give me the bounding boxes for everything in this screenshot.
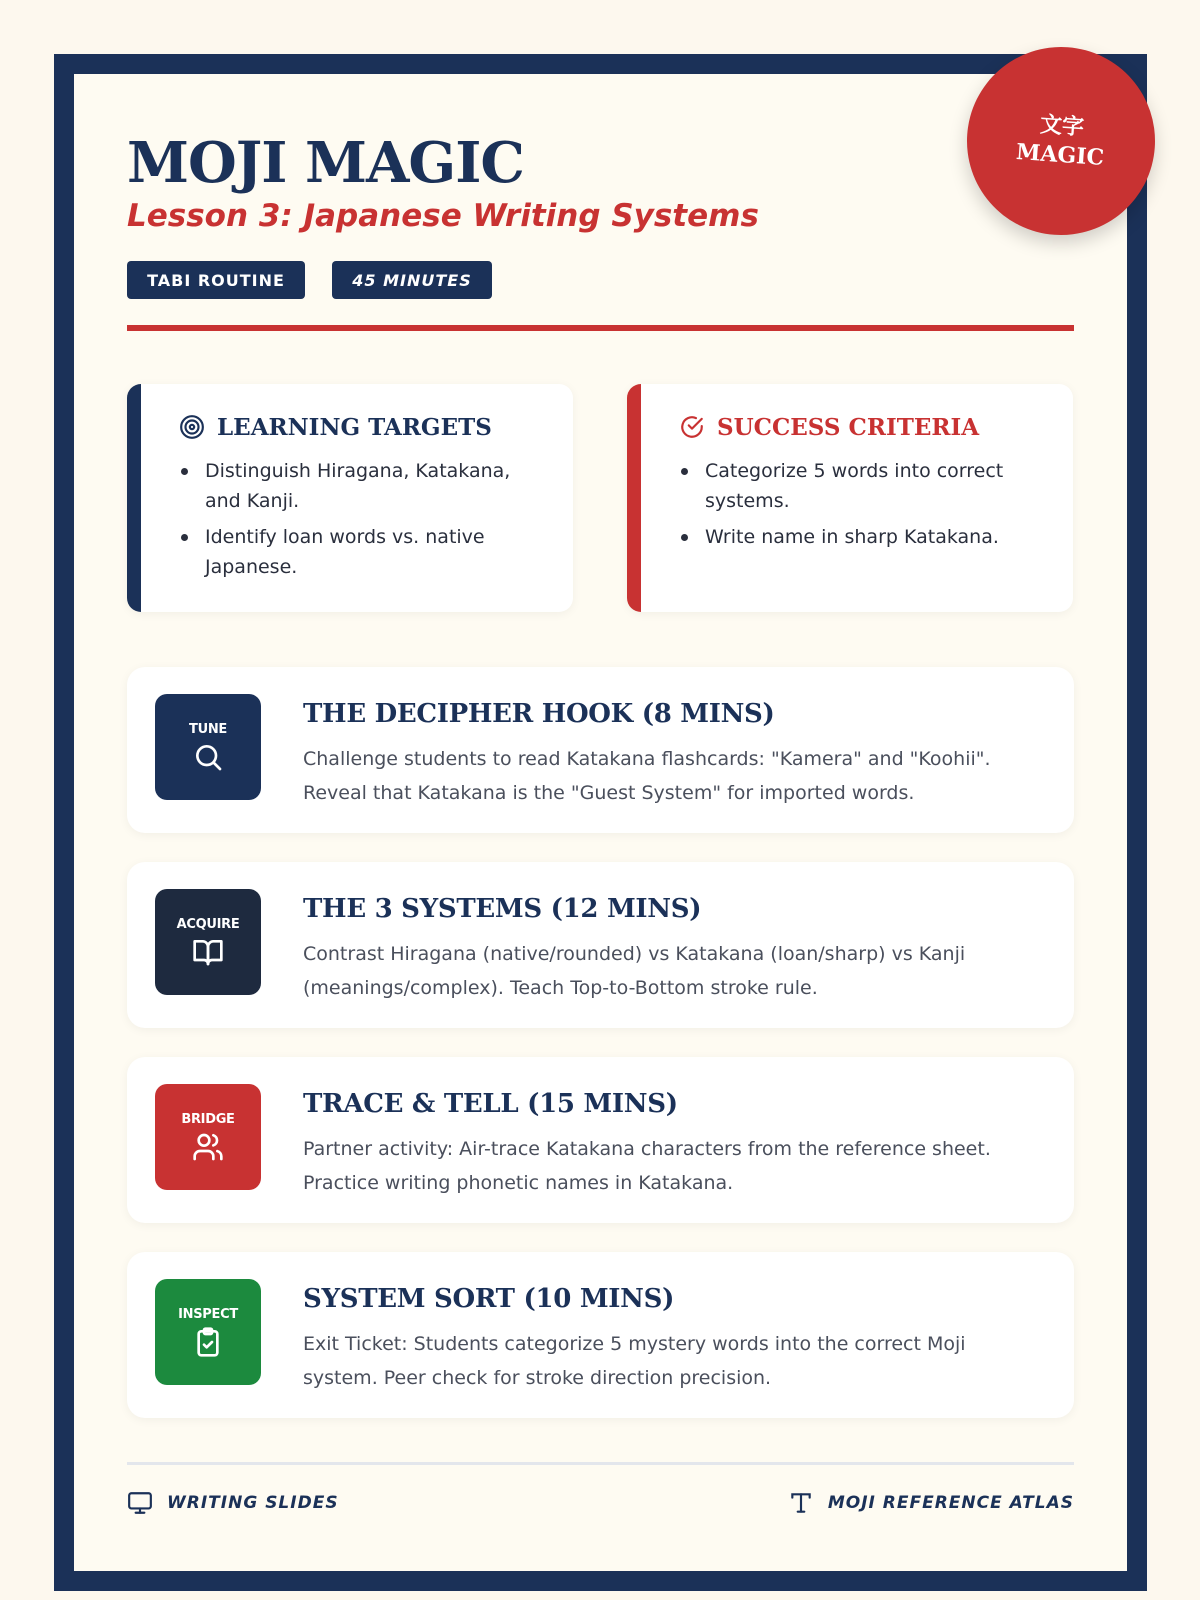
step-title: SYSTEM SORT (10 MINS) (303, 1284, 675, 1314)
list-item: Identify loan words vs. native Japanese. (179, 522, 543, 582)
learning-targets-card (127, 384, 573, 612)
success-criteria-card (627, 384, 1073, 612)
lesson-subtitle: Lesson 3: Japanese Writing Systems (127, 198, 759, 234)
duration-pill: 45 MINUTES (332, 261, 492, 299)
step-title: TRACE & TELL (15 MINS) (303, 1089, 678, 1119)
header-divider (127, 325, 1074, 331)
step-tag: BRIDGE (181, 1111, 235, 1127)
list-item: Categorize 5 words into correct systems. (679, 456, 1043, 516)
step-icon-bridge (155, 1084, 261, 1190)
writing-slides-link[interactable] (127, 1488, 339, 1518)
badge-word: MAGIC (1015, 138, 1105, 172)
step-tag: ACQUIRE (176, 916, 240, 932)
step-card-bridge (127, 1057, 1074, 1223)
footer-divider (127, 1462, 1074, 1465)
success-criteria-list (679, 456, 1043, 552)
step-title: THE DECIPHER HOOK (8 MINS) (303, 699, 775, 729)
monitor-icon (127, 1490, 153, 1516)
clipboard-check-icon (192, 1326, 224, 1358)
learning-targets-header (179, 412, 543, 442)
step-tag: INSPECT (178, 1306, 238, 1322)
step-icon-acquire (155, 889, 261, 995)
page-title: MOJI MAGIC (127, 130, 524, 196)
step-description: Exit Ticket: Students categorize 5 mystery words into the correct Moji system. Peer check for stroke direction precision. (303, 1333, 966, 1389)
step-card-acquire (127, 862, 1074, 1028)
step-title: THE 3 SYSTEMS (12 MINS) (303, 894, 702, 924)
step-icon-inspect (155, 1279, 261, 1385)
learning-targets-title: LEARNING TARGETS (217, 413, 492, 441)
check-circle-icon (679, 414, 705, 440)
users-icon (192, 1131, 224, 1163)
step-card-tune (127, 667, 1074, 833)
step-icon-tune (155, 694, 261, 800)
book-open-icon (192, 936, 224, 968)
step-tag: TUNE (189, 721, 227, 737)
step-description: Contrast Hiragana (native/rounded) vs Katakana (loan/sharp) vs Kanji (meanings/complex). Teach Top-to-Bottom stroke rule. (303, 943, 966, 999)
list-item: Write name in sharp Katakana. (679, 522, 1043, 552)
writing-slides-label: WRITING SLIDES (167, 1493, 339, 1513)
list-item: Distinguish Hiragana, Katakana, and Kanji. (179, 456, 543, 516)
success-criteria-title: SUCCESS CRITERIA (717, 413, 980, 441)
type-icon (788, 1490, 814, 1516)
step-card-inspect (127, 1252, 1074, 1418)
moji-reference-atlas-label: MOJI REFERENCE ATLAS (827, 1493, 1074, 1513)
step-description: Challenge students to read Katakana flashcards: "Kamera" and "Koohii". Reveal that Katakana is the "Guest System" for imported words. (303, 748, 991, 804)
search-icon (192, 741, 224, 773)
moji-reference-atlas-link[interactable] (788, 1488, 1074, 1518)
step-description: Partner activity: Air-trace Katakana characters from the reference sheet. Practice writing phonetic names in Katakana. (303, 1138, 991, 1194)
success-criteria-header (679, 412, 1043, 442)
badge-kanji: 文字 (1039, 112, 1085, 141)
learning-targets-list (179, 456, 543, 582)
routine-pill: TABI ROUTINE (127, 261, 305, 299)
target-icon (179, 414, 205, 440)
